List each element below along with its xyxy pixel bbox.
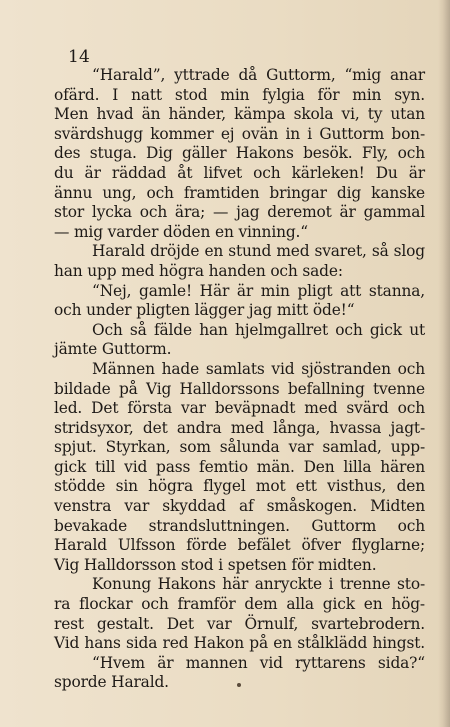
text-line: des stuga. Dig gäller Hakons besök. Fly, och (54, 144, 425, 163)
text-line: och under pligten lägger jag mitt öde!“ (54, 301, 355, 320)
text-line: stödde sin högra flygel mot ett visthus, den (54, 477, 425, 496)
text-line: gick till vid pass femtio män. Den lilla hären (54, 457, 425, 476)
page-edge-shadow (438, 0, 450, 727)
text-line: Harald dröjde en stund med svaret, så slog (92, 242, 425, 261)
text-line: ännu ung, och framtiden bringar dig kanske (54, 183, 425, 202)
text-line: — mig varder döden en vinning.“ (54, 222, 309, 241)
text-line: spjut. Styrkan, som sålunda var samlad, upp- (54, 438, 425, 457)
text-line: Men hvad än händer, kämpa skola vi, ty utan (54, 105, 425, 124)
body-text (54, 66, 425, 693)
text-line: stridsyxor, det andra med långa, hvassa jagt- (54, 418, 425, 437)
text-line: bildade på Vig Halldorssons befallning tvenne (54, 379, 425, 398)
text-line: “Nej, gamle! Här är min pligt att stanna, (92, 281, 425, 300)
text-line: ra flockar och framför dem alla gick en hög- (54, 595, 425, 614)
printer-mark (237, 683, 241, 687)
text-line: Vid hans sida red Hakon på en stålklädd hingst. (54, 634, 425, 653)
text-line: ofärd. I natt stod min fylgia för min syn. (54, 85, 425, 104)
text-line: venstra var skyddad af småskogen. Midten (54, 497, 425, 516)
text-line: jämte Guttorm. (54, 340, 172, 359)
text-line: Konung Hakons här anryckte i trenne sto- (92, 575, 425, 594)
text-line: led. Det första var beväpnadt med svärd och (54, 399, 425, 418)
text-line: Och så fälde han hjelmgallret och gick ut (92, 320, 425, 339)
text-line: han upp med högra handen och sade: (54, 261, 343, 280)
text-line: du är räddad åt lifvet och kärleken! Du är (54, 163, 425, 182)
text-line: stor lycka och ära; — jag deremot är gammal (54, 203, 425, 222)
page-number: 14 (68, 47, 91, 67)
text-line: bevakade strandsluttningen. Guttorm och (54, 516, 425, 535)
text-line: “Harald”, yttrade då Guttorm, “mig anar (92, 66, 425, 84)
text-line: Harald Ulfsson förde befälet öfver flyglarne; (54, 536, 425, 555)
text-line: svärdshugg kommer ej ovän in i Guttorm bon- (54, 124, 425, 143)
text-line: sporde Harald. (54, 673, 169, 692)
text-line: rest gestalt. Det var Örnulf, svartebrodern. (54, 614, 425, 633)
text-line: Männen hade samlats vid sjöstranden och (92, 359, 425, 378)
text-line: Vig Halldorsson stod i spetsen för midten. (54, 555, 377, 574)
text-line: “Hvem är mannen vid ryttarens sida?“ (92, 653, 425, 672)
